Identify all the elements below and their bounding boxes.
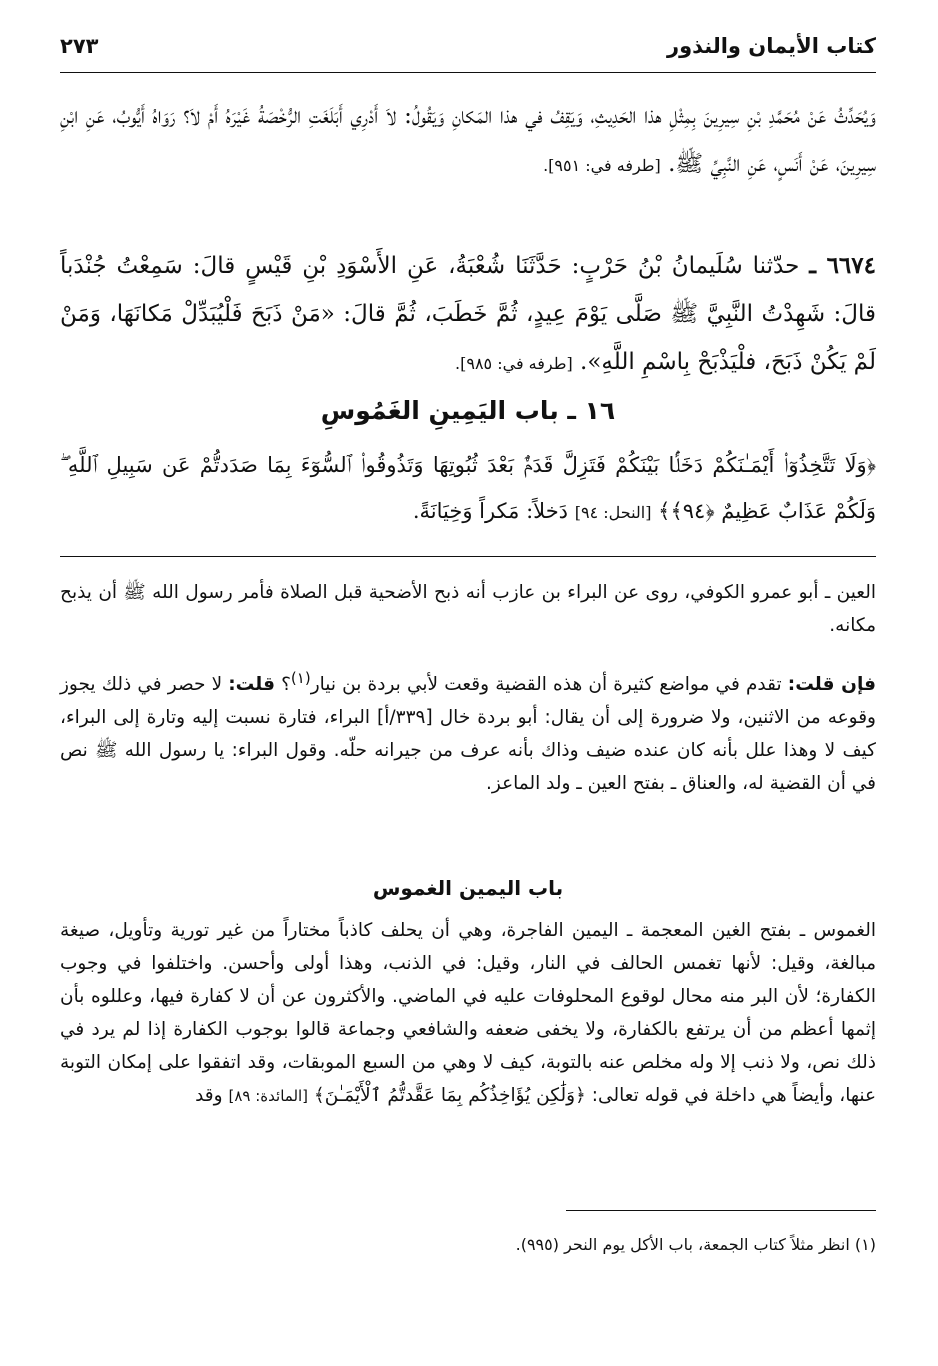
verse-text: ﴿وَلَا تَتَّخِذُوٓا۟ أَيْمَـٰنَكُمْ دَخَلًۢا بَيْنَكُمْ فَتَزِلَّ قَدَمٌۢ بَعْدَ ثُبُوتِهَا وَتَذُوقُوا۟ ٱلسُّوٓءَ بِمَا صَدَدتُّمْ عَن سَبِيلِ ٱللَّهِ ۖ وَلَكُمْ عَذَابٌ عَظِيمٌ ﴿٩٤﴾﴾ — [60, 453, 876, 523]
quran-quote: ﴿وَلَٰكِن يُؤَاخِذُكُم بِمَا عَقَّدتُّمُ ٱلْأَيْمَـٰنَ﴾ — [313, 1085, 586, 1106]
verse-reference: [النحل: ٩٤] — [574, 503, 652, 522]
book-title: كتاب الأيمان والنذور — [667, 34, 876, 58]
commentary-subheading: باب اليمين الغموس — [372, 876, 564, 900]
running-head — [60, 30, 876, 70]
quote-reference: [المائدة: ٨٩] — [228, 1087, 309, 1105]
quran-verse — [60, 442, 876, 536]
footnote-rule — [566, 1210, 876, 1211]
commentary-paragraph-1 — [60, 576, 876, 642]
hadith-number: ٦٦٧٤ ـ — [809, 252, 876, 279]
commentary-text: لا حصر في ذلك يجوز وقوعه من الاثنين، ولا ضرورة إلى أن يقال: أبو بردة خال [٣٣٩/أ] البراء، فتارة نسبت إليه وتارة إلى البراء، كيف لا وهذا علل بأنه كان عنده ضيف وذاك بأنه عرف من جيرانه حلّه. وقول البراء: يا رسول الله ﷺ نص في أن القضية له، والعناق ـ بفتح العين ـ ولد الماعز. — [60, 674, 876, 795]
commentary-text: الغموس ـ بفتح الغين المعجمة ـ اليمين الفاجرة، وهي أن يحلف كاذباً مختاراً من غير تورية وتأويل، صيغة مبالغة، وقيل: لأنها تغمس الحالف في النار، وقيل: في الذنب، وهذا أولى وأحسن. واختلفوا في وجوب الكفارة؛ لأن البر منه محال لوقوع المحلوفات عليه في الماضي. والأكثرون عن أن لا كفارة فيها، وعللوه بأن إثمها أعظم من أن يرتفع بالكفارة، ولا يخفى ضعفه والشافعي وجماعة قالوا بوجوب الكفارة إذا لم يرد في ذلك نص، ولا ذنب إلا وله مخلص عنه بالتوبة، كيف لا وهي من السبع الموبقات، وقد اتفقوا على إمكان التوبة عنها، وأيضاً هي داخلة في قوله تعالى: — [60, 920, 876, 1106]
verse-gloss: دَخلاً: مَكراً وَخِيَانَةً. — [412, 499, 569, 523]
header-rule — [60, 72, 876, 73]
hadith-6674 — [60, 242, 876, 388]
footnote: (١) انظر مثلاً كتاب الجمعة، باب الأكل يوم النحر (٩٩٥). — [515, 1235, 876, 1254]
commentary-text: تقدم في مواضع كثيرة أن هذه القضية وقعت لأبي بردة بن نيار — [310, 674, 782, 696]
question-lead: فإن قلت: — [787, 674, 876, 696]
commentary-text: العين ـ أبو عمرو الكوفي، روى عن البراء بن عازب أنه ذبح الأضحية قبل الصلاة فأمر رسول الله ﷺ أن يذبح مكانه. — [60, 582, 876, 636]
question-mark: ؟ — [281, 674, 291, 696]
commentary-text: وقد — [195, 1085, 223, 1106]
chapter-title: ١٦ ـ باب اليَمِينِ الغَمُوسِ — [320, 396, 616, 425]
commentary-paragraph-2 — [60, 662, 876, 800]
page-number: ٢٧٣ — [60, 34, 99, 58]
answer-lead: قلت: — [228, 674, 275, 696]
hadith-6673-tail — [60, 92, 876, 190]
commentary-paragraph-3 — [60, 914, 876, 1113]
cross-reference: [طرفه في: ٩٨٥]. — [455, 354, 573, 373]
footnote-marker: (١) — [290, 669, 311, 687]
cross-reference: [طرفه في: ٩٥١]. — [543, 156, 661, 175]
hadith-text: حدّثنا سُلَيمانُ بْنُ حَرْبٍ: حَدَّثَنَا شُعْبَةُ، عَنِ الأَسْوَدِ بْنِ قَيْسٍ قالَ: سَمِعْتُ جُنْدَباً قالَ: شَهِدْتُ النَّبِيَّ ﷺ صَلَّى يَوْمَ عِيدٍ، ثُمَّ خَطَبَ، ثُمَّ قالَ: «مَنْ ذَبَحَ فَلْيُبَدِّلْ مَكانَهَا، وَمَنْ لَمْ يَكُنْ ذَبَحَ، فلْيَذْبَحْ بِاسْمِ اللَّهِ». — [60, 253, 876, 375]
text-commentary-separator — [60, 556, 876, 557]
hadith-text: وَيُحَدِّثُ عَنْ مُحَمَّدِ بْنِ سِيرِينَ بِمِثْلِ هذا الحَدِيثِ، وَيَقِفُ في هذا المَكانِ وَيَقُولُ: لاَ أَدْرِي أَبَلَغَتِ الرُّخْصَةُ غَيْرَهُ أَمْ لاَ؟ رَوَاهُ أَيُّوبُ، عَنِ ابْنِ سِيرِينَ، عَنْ أَنَسٍ، عَنِ النَّبِيِّ ﷺ. — [60, 103, 876, 177]
